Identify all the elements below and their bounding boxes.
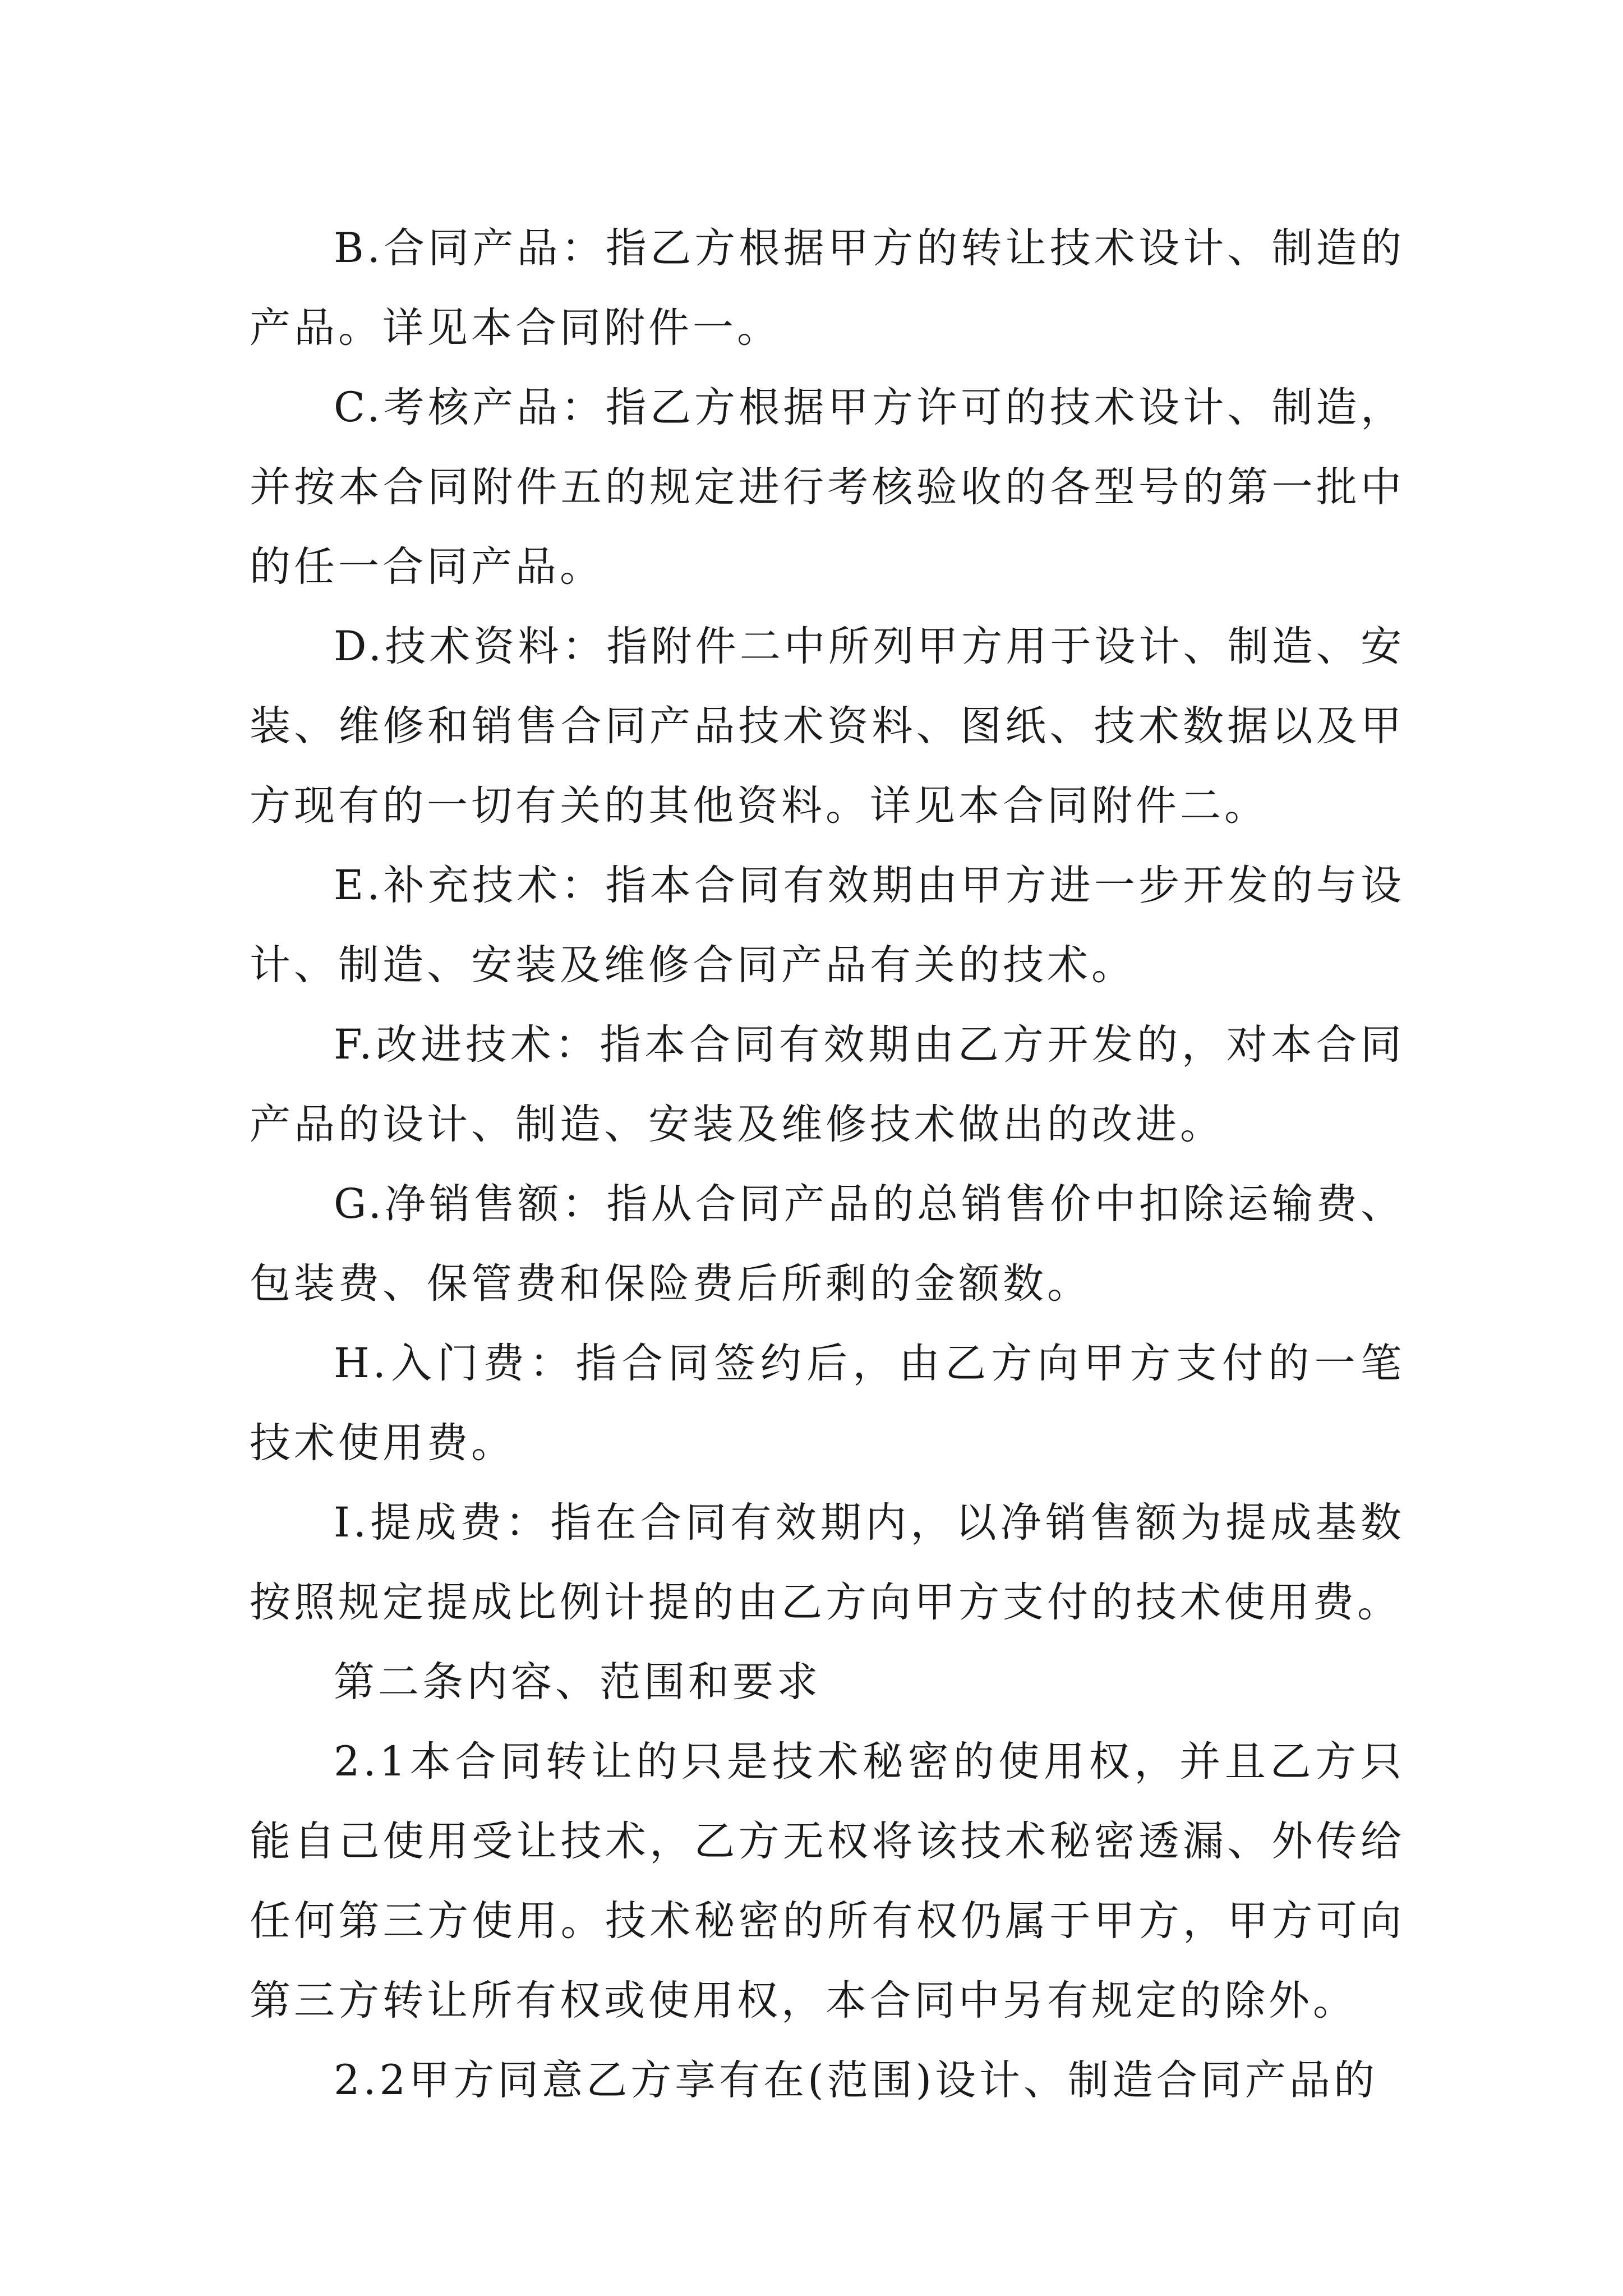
paragraph-royalty-fee: I.提成费：指在合同有效期内，以净销售额为提成基数按照规定提成比例计提的由乙方向甲方支付的技术使用费。 [250, 1499, 1405, 1626]
paragraph-clause-2-2: 2.2甲方同意乙方享有在(范围)设计、制造合同产品的 [334, 2056, 1378, 2104]
paragraph-net-sales: G.净销售额：指从合同产品的总销售价中扣除运输费、包装费、保管费和保险费后所剩的金额数。 [250, 1180, 1405, 1308]
paragraph-entry-fee: H.入门费：指合同签约后，由乙方向甲方支付的一笔技术使用费。 [250, 1340, 1405, 1467]
document-body [250, 209, 1405, 2120]
paragraph-improved-tech: F.改进技术：指本合同有效期由乙方开发的，对本合同产品的设计、制造、安装及维修技术做出的改进。 [250, 1021, 1405, 1148]
paragraph-supplementary-tech: E.补充技术：指本合同有效期由甲方进一步开发的与设计、制造、安装及维修合同产品有关的技术。 [250, 862, 1405, 989]
paragraph-contract-product: B.合同产品：指乙方根据甲方的转让技术设计、制造的产品。详见本合同附件一。 [250, 224, 1405, 352]
paragraph-assessment-product: C.考核产品：指乙方根据甲方许可的技术设计、制造，并按本合同附件五的规定进行考核验收的各型号的第一批中的任一合同产品。 [250, 384, 1405, 591]
section-heading-article-2: 第二条内容、范围和要求 [334, 1658, 821, 1706]
paragraph-technical-data: D.技术资料：指附件二中所列甲方用于设计、制造、安装、维修和销售合同产品技术资料、图纸、技术数据以及甲方现有的一切有关的其他资料。详见本合同附件二。 [250, 623, 1405, 830]
paragraph-clause-2-1: 2.1本合同转让的只是技术秘密的使用权，并且乙方只能自己使用受让技术，乙方无权将该技术秘密透漏、外传给任何第三方使用。技术秘密的所有权仍属于甲方，甲方可向第三方转让所有权或使用权，本合同中另有规定的除外。 [250, 1738, 1405, 2024]
